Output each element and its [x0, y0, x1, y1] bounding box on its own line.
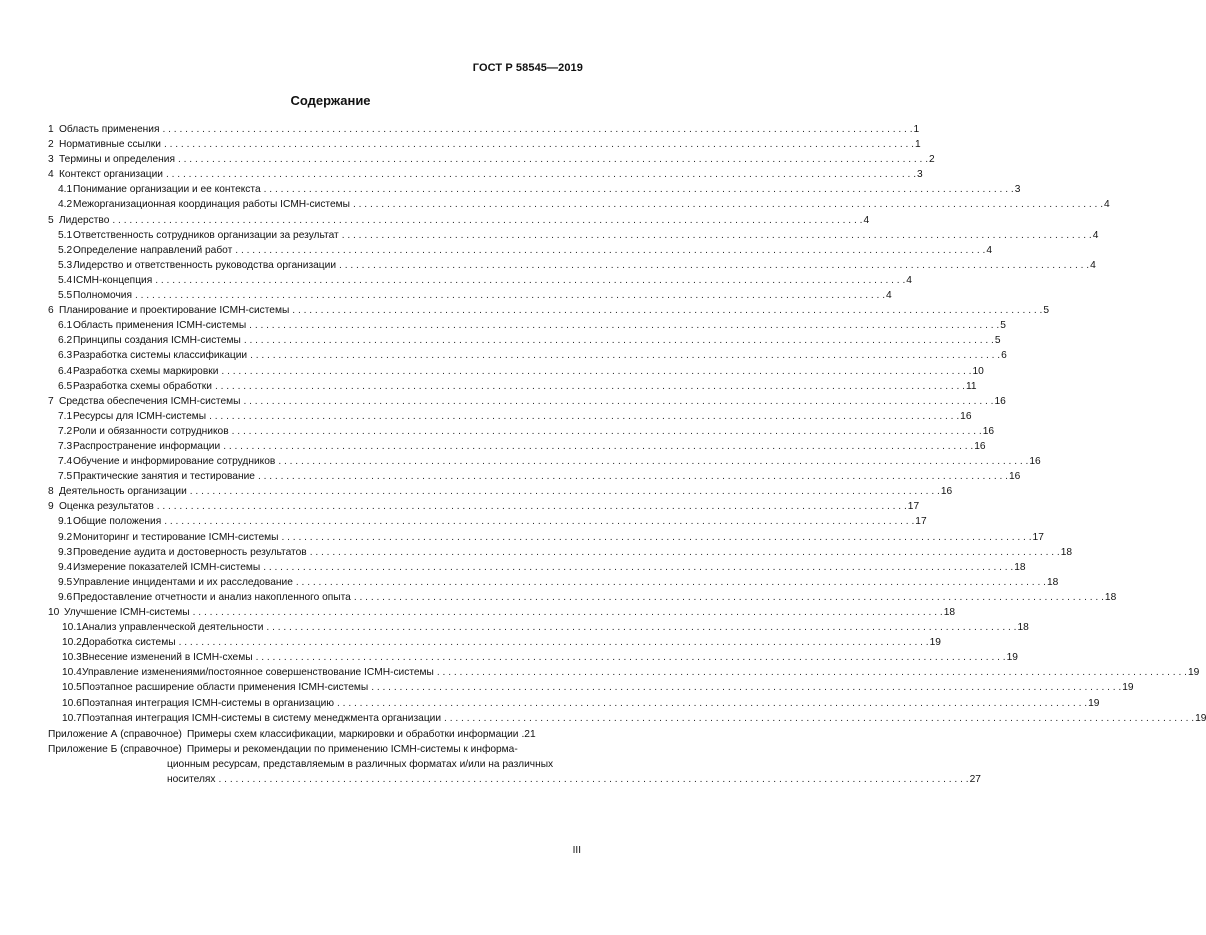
toc-entry-label: Поэтапная интеграция ICMH-системы в организацию: [82, 697, 335, 709]
toc-entry[interactable]: [48, 484, 953, 499]
toc-entry-label: Оценка результатов: [59, 501, 154, 513]
toc-entry[interactable]: [48, 530, 1044, 545]
toc-entry-label: Межорганизационная координация работы ICMH-системы: [73, 199, 350, 211]
leader-dots: [209, 409, 959, 424]
toc-entry-label: Термины и определения: [59, 154, 175, 166]
toc-entry-number: 10.2: [62, 637, 82, 649]
toc-entry[interactable]: [48, 545, 1073, 560]
toc-entry-label: Понимание организации и ее контекста: [73, 184, 261, 196]
toc-entry[interactable]: [48, 620, 1029, 635]
toc-entry-label: Разработка схемы обработки: [73, 380, 212, 392]
toc-entry-number: 6.3: [58, 350, 73, 362]
leader-dots: [155, 273, 905, 288]
toc-entry[interactable]: [48, 409, 972, 424]
toc-entry-page: 19: [1195, 712, 1206, 724]
toc-entry-number: 7.4: [58, 456, 73, 468]
toc-entry-page: 16: [974, 440, 986, 452]
toc-entry-label: Управление изменениями/постоянное совершенствование ICMH-системы: [82, 667, 434, 679]
leader-dots: [354, 590, 1104, 605]
toc-entry[interactable]: [48, 348, 1007, 363]
toc-entry-number: 3: [48, 154, 54, 166]
toc-entry[interactable]: [48, 514, 927, 529]
toc-entry[interactable]: [48, 650, 1018, 665]
leader-dots: [281, 530, 1031, 545]
toc-entry-page: 19: [929, 637, 941, 649]
toc-entry-page: 19: [1006, 652, 1018, 664]
toc-entry-label: Нормативные ссылки: [59, 139, 161, 151]
toc-entry-number: 10.7: [62, 712, 82, 724]
toc-entry-label: Проведение аудита и достоверность результатов: [73, 546, 307, 558]
toc-entry[interactable]: [48, 243, 993, 258]
appendix-b-line-3-row: [48, 772, 981, 787]
toc-entry-page: 11: [966, 380, 977, 392]
toc-entry-label: Распространение информации: [73, 440, 221, 452]
toc-entry-number: 5: [48, 214, 54, 226]
toc-entry[interactable]: [48, 454, 1041, 469]
toc-entry-number: 9.1: [58, 516, 73, 528]
leader-dots: [219, 772, 969, 787]
toc-entry-page: 4: [886, 290, 892, 302]
toc-entry-label: Внесение изменений в ICMH-схемы: [82, 652, 253, 664]
toc-entry-label: Планирование и проектирование ICMH-системы: [59, 305, 290, 317]
toc-entry-page: 16: [1029, 456, 1041, 468]
toc-entry[interactable]: [48, 213, 870, 228]
toc-entry-label: Управление инцидентами и их расследование: [73, 576, 293, 588]
toc-entry-number: 9.4: [58, 561, 73, 573]
toc-entry-label: Ресурсы для ICMH-системы: [73, 410, 207, 422]
toc-entry-page: 1: [915, 139, 921, 151]
toc-entry-number: 4.2: [58, 199, 73, 211]
toc-entry-number: 9.3: [58, 546, 73, 558]
toc-entry-page: 6: [1001, 350, 1007, 362]
toc-entry-page: 1: [913, 124, 920, 135]
leader-dots: [243, 394, 993, 409]
toc-entry-label: Средства обеспечения ICMH-системы: [59, 395, 241, 407]
toc-entry-page: 18: [1017, 622, 1029, 634]
leader-dots: [258, 469, 1008, 484]
toc-entry[interactable]: [48, 696, 1100, 711]
toc-entry-label: Доработка системы: [82, 637, 176, 649]
toc-entry-page: 4: [863, 214, 870, 226]
leader-dots: [232, 424, 982, 439]
leader-dots: [263, 560, 1013, 575]
page-number: III: [572, 845, 581, 856]
toc-entry-label: Ответственность сотрудников организации за результат: [73, 229, 339, 241]
toc-entry-label: Мониторинг и тестирование ICMH-системы: [73, 531, 279, 543]
toc-entry-number: 7.3: [58, 440, 73, 452]
toc-entry-label: Поэтапное расширение области применения ICMH-системы: [82, 682, 369, 694]
toc-entry-page: 10: [972, 365, 984, 377]
toc-entry-number: 10: [48, 607, 60, 618]
toc-entry-page: 19: [1122, 682, 1134, 694]
toc-entry-label: Обучение и информирование сотрудников: [73, 456, 276, 468]
toc-entry-label: ICMH-концепция: [73, 274, 153, 286]
toc-entry-label: Анализ управленческой деятельности: [82, 622, 264, 634]
toc-entry-number: 5.5: [58, 290, 73, 302]
toc-entry-page: 16: [994, 395, 1006, 407]
toc-entry-number: 5.3: [58, 259, 73, 271]
leader-dots: [235, 243, 985, 258]
leader-dots: [292, 303, 1042, 318]
toc-entry-number: 9.5: [58, 576, 73, 588]
appendix-b-line-2: ционным ресурсам, представляемым в различных форматах и/или на различных: [167, 758, 554, 770]
toc-entry-number: 9.2: [58, 531, 73, 543]
leader-dots: [190, 484, 940, 499]
toc-entry[interactable]: [48, 424, 995, 439]
leader-dots: [337, 696, 1087, 711]
toc-entry[interactable]: [48, 333, 1001, 348]
toc-entry-page: 16: [982, 425, 995, 437]
leader-dots: [256, 650, 1006, 665]
toc-entry-page: 18: [1014, 561, 1026, 573]
toc-entry[interactable]: [48, 605, 956, 620]
leader-dots: [215, 379, 965, 394]
leader-dots: [223, 439, 973, 454]
toc-entry-label: Общие положения: [73, 516, 162, 528]
leader-dots: [178, 152, 928, 167]
toc-entry-page: 4: [1092, 229, 1099, 241]
toc-entry-number: 8: [48, 486, 54, 498]
toc-entry[interactable]: [48, 665, 1200, 680]
leader-dots: [157, 499, 907, 514]
leader-dots: [112, 213, 862, 228]
leader-dots: [353, 197, 1103, 212]
leader-dots: [266, 620, 1016, 635]
leader-dots: [250, 348, 1000, 363]
leader-dots: [164, 137, 914, 152]
toc-entry[interactable]: [48, 303, 1050, 318]
toc-entry-label: Измерение показателей ICMH-системы: [73, 561, 261, 573]
toc-entry-number: 10.5: [62, 682, 82, 694]
toc-entry[interactable]: [48, 288, 892, 303]
toc-entry[interactable]: [48, 575, 1059, 590]
leader-dots: [437, 665, 1187, 680]
toc-entry[interactable]: [48, 469, 1021, 484]
document-code: ГОСТ Р 58545—2019: [472, 62, 583, 74]
toc-entry[interactable]: [48, 228, 1099, 243]
toc-entry[interactable]: [48, 258, 1096, 273]
toc-entry[interactable]: [48, 197, 1110, 212]
toc-entry[interactable]: [48, 560, 1026, 575]
leader-dots: [296, 575, 1046, 590]
toc-entry-number: 10.4: [62, 667, 82, 679]
toc-entry-number: 2: [48, 139, 54, 151]
toc-entry-label: Область применения: [59, 124, 160, 135]
toc-entry-label: Практические занятия и тестирование: [73, 471, 255, 483]
toc-entry-number: 10.1: [62, 622, 82, 634]
toc-entry[interactable]: [48, 137, 921, 152]
leader-dots: [278, 454, 1028, 469]
toc-entry-label: Разработка схемы маркировки: [73, 365, 219, 377]
toc-entry-label: Роли и обязанности сотрудников: [73, 425, 229, 437]
toc-entry-label: Предоставление отчетности и анализ накопленного опыта: [73, 591, 351, 603]
toc-entry[interactable]: [48, 364, 984, 379]
toc-entry-page: 5: [1000, 320, 1006, 332]
toc-entry-label: Деятельность организации: [59, 486, 187, 498]
toc-entry-number: 5.1: [58, 229, 73, 241]
toc-entry-number: 6.1: [58, 320, 73, 332]
appendix-b-prefix: Приложение Б (справочное): [48, 743, 182, 755]
toc-entry[interactable]: [48, 590, 1117, 605]
toc-entry-label: Поэтапная интеграция ICMH-системы в систему менеджмента организации: [82, 712, 442, 724]
toc-entry-page: 4: [986, 244, 993, 256]
toc-entry-label: Разработка системы классификации: [73, 350, 248, 362]
page-title: Содержание: [290, 93, 371, 108]
appendix-a-title: Примеры схем классификации, маркировки и обработки информации: [186, 728, 519, 740]
toc-entry-label: Полномочия: [73, 290, 132, 302]
toc-entry[interactable]: [48, 635, 941, 650]
toc-entry-page: 17: [907, 501, 920, 513]
toc-entry-page: 5: [1043, 305, 1050, 317]
toc-entry-number: 5.2: [58, 244, 73, 256]
leader-dots: [166, 167, 916, 182]
toc-entry-page: 4: [1090, 259, 1096, 271]
toc-entry[interactable]: [48, 379, 977, 394]
toc-entry-page: 18: [1060, 546, 1073, 558]
appendix-b-entry[interactable]: [48, 742, 582, 757]
appendix-a-entry[interactable]: Приложение А (справочное) Примеры схем классификации, маркировки и обработки информации . 21: [48, 727, 582, 742]
toc-entry[interactable]: [48, 439, 986, 454]
leader-dots: [135, 288, 885, 303]
leader-dots: [310, 545, 1060, 560]
toc-entry-page: 18: [1046, 576, 1059, 588]
leader-dots: [164, 514, 914, 529]
toc-entry[interactable]: [48, 182, 1021, 197]
leader-dots: [162, 122, 912, 137]
table-of-contents: [48, 122, 1206, 787]
leader-dots: [371, 680, 1121, 695]
toc-entry-label: Лидерство: [59, 214, 110, 226]
toc-entry-number: 10.6: [62, 697, 82, 709]
toc-entry[interactable]: [48, 318, 1006, 333]
toc-entry-number: 1: [48, 124, 54, 135]
toc-entry-page: 18: [943, 607, 956, 618]
toc-entry-page: 19: [1088, 697, 1100, 709]
leader-dots: [264, 182, 1014, 197]
toc-entry-number: 9.6: [58, 591, 73, 603]
leader-dots: [342, 228, 1092, 243]
toc-entry-number: 10.3: [62, 652, 82, 664]
leader-dots: [249, 318, 999, 333]
appendix-list: [48, 727, 981, 787]
toc-entry-number: 7.1: [58, 410, 73, 422]
toc-entry[interactable]: [48, 122, 920, 137]
toc-entry-page: 16: [960, 410, 972, 422]
leader-dots: [444, 711, 1194, 726]
toc-entry-number: 4: [48, 169, 54, 181]
toc-entry-page: 2: [929, 154, 935, 166]
toc-entry-label: Принципы создания ICMH-системы: [73, 335, 241, 347]
toc-entry-number: 7.5: [58, 471, 73, 483]
leader-dots: [339, 258, 1089, 273]
toc-entry-page: 5: [994, 335, 1001, 347]
toc-entry-label: Область применения ICMH-системы: [73, 320, 247, 332]
toc-entry-page: 16: [940, 486, 953, 498]
toc-entry-number: 7.2: [58, 425, 73, 437]
toc-entry-page: 17: [1032, 531, 1044, 543]
toc-entry-page: 3: [1014, 184, 1021, 196]
toc-entry-label: Контекст организации: [59, 169, 163, 181]
toc-entry-label: Улучшение ICMH-системы: [64, 607, 190, 618]
toc-entry-page: 4: [1104, 199, 1110, 211]
appendix-a-prefix: Приложение А (справочное): [48, 728, 182, 740]
toc-entry-number: 6.2: [58, 335, 73, 347]
toc-entry-number: 7: [48, 395, 54, 407]
toc-entry-number: 4.1: [58, 184, 73, 196]
toc-entry[interactable]: [48, 680, 1134, 695]
toc-entry[interactable]: [48, 152, 935, 167]
leader-dots: [244, 333, 994, 348]
toc-entry[interactable]: [48, 394, 1006, 409]
toc-entry-number: 9: [48, 501, 54, 513]
appendix-b-line-1: Примеры и рекомендации по применению ICMH-системы к информа-: [186, 743, 518, 755]
toc-entry-page: 16: [1009, 471, 1021, 483]
toc-entry-page: 17: [915, 516, 927, 528]
toc-entry-page: 4: [906, 274, 912, 286]
toc-entry-number: 6: [48, 305, 54, 317]
appendix-a-page: 21: [524, 728, 536, 740]
toc-entry-number: 6.5: [58, 380, 73, 392]
toc-entry-page: 18: [1104, 591, 1117, 603]
leader-dots: [193, 605, 943, 620]
leader-dots: [179, 635, 929, 650]
toc-entry[interactable]: [48, 273, 912, 288]
toc-entry[interactable]: [48, 711, 1206, 726]
toc-entry[interactable]: [48, 167, 923, 182]
toc-entry-page: 3: [917, 169, 923, 181]
toc-entry-number: 5.4: [58, 274, 73, 286]
leader-dots: [221, 364, 971, 379]
toc-entry-page: 19: [1187, 667, 1200, 679]
toc-entry-label: Лидерство и ответственность руководства организации: [73, 259, 337, 271]
toc-entry-number: 6.4: [58, 365, 73, 377]
appendix-b-line-3: носителях: [167, 774, 216, 786]
toc-entry-label: Определение направлений работ: [73, 244, 233, 256]
toc-entry[interactable]: [48, 499, 920, 514]
appendix-b-page: 27: [969, 774, 981, 786]
